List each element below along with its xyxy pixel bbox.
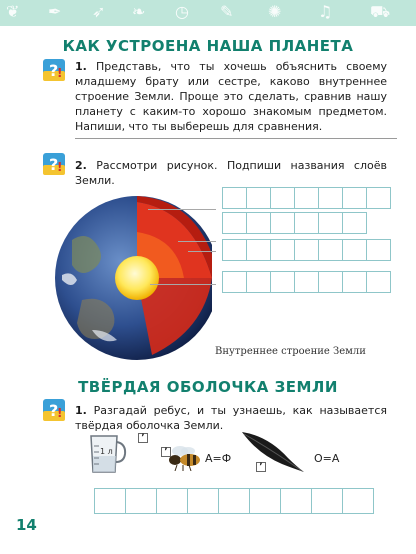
- answer-cells-row[interactable]: [94, 488, 373, 514]
- rebus-rule: А=Ф: [205, 452, 232, 465]
- svg-text:!: !: [57, 160, 63, 174]
- answer-cells-row[interactable]: [222, 271, 390, 293]
- leader-line: [178, 241, 216, 242]
- comma-mark: ’: [256, 462, 266, 472]
- rocket-icon: ➶: [92, 2, 106, 21]
- task-body: Рассмотри рисунок. Подпиши названия слоёв Земли.: [75, 159, 387, 187]
- feather-icon: ✒: [48, 2, 62, 21]
- task-text: [75, 59, 387, 134]
- answer-cells-row[interactable]: [222, 212, 366, 234]
- leader-line: [150, 284, 216, 285]
- section-title: КАК УСТРОЕНА НАША ПЛАНЕТА: [62, 37, 354, 55]
- comma-mark: ’: [138, 433, 148, 443]
- task-number: 1.: [75, 60, 87, 73]
- svg-text:?: ?: [49, 155, 59, 174]
- answer-line[interactable]: [75, 138, 397, 139]
- question-icon: [42, 398, 66, 422]
- comma-mark: ’: [161, 447, 171, 457]
- feather-image: [238, 428, 306, 474]
- inner-core-layer: [115, 256, 159, 300]
- bee-image: [165, 445, 205, 471]
- music-note-icon: ♫: [318, 2, 333, 21]
- svg-text:?: ?: [49, 61, 59, 80]
- question-icon: [42, 58, 66, 82]
- leader-line: [188, 251, 216, 252]
- answer-cells-row[interactable]: [222, 187, 390, 209]
- svg-text:!: !: [57, 66, 63, 80]
- answer-cells-row[interactable]: [222, 239, 390, 261]
- task-number: 1.: [75, 404, 87, 417]
- svg-text:?: ?: [49, 401, 59, 420]
- clock-icon: ◷: [175, 2, 189, 21]
- task-text: [75, 403, 387, 433]
- truck-icon: ⛟: [370, 2, 391, 21]
- section-title: ТВЁРДАЯ ОБОЛОЧКА ЗЕМЛИ: [78, 378, 338, 396]
- leader-line: [148, 209, 216, 210]
- task-body: Разгадай ребус, и ты узнаешь, как называется твёрдая оболочка Земли.: [75, 404, 387, 432]
- question-icon: [42, 152, 66, 176]
- figure-caption: Внутреннее строение Земли: [215, 346, 366, 357]
- star-icon: ✺: [268, 2, 282, 21]
- rebus-rule: О=А: [314, 452, 340, 465]
- top-banner: [0, 0, 416, 26]
- task-number: 2.: [75, 159, 87, 172]
- page-number: 14: [16, 516, 37, 534]
- jar-label: 1 л: [100, 447, 113, 456]
- task-body: Представь, что ты хочешь объяснить своему младшему брату или сестре, каково внутреннее строение Земли. Проще это сделать, сравнив нашу планету с каким-то хорошо знакомым предметом. Напиши, что ты выберешь для сравнения.: [75, 60, 388, 133]
- svg-text:!: !: [57, 406, 63, 420]
- pen-icon: ✎: [220, 2, 234, 21]
- leaf-icon: ❦: [6, 2, 20, 21]
- earth-structure-image: [52, 180, 212, 360]
- leaf-icon: ❧: [132, 2, 146, 21]
- measuring-jar-image: [85, 432, 127, 476]
